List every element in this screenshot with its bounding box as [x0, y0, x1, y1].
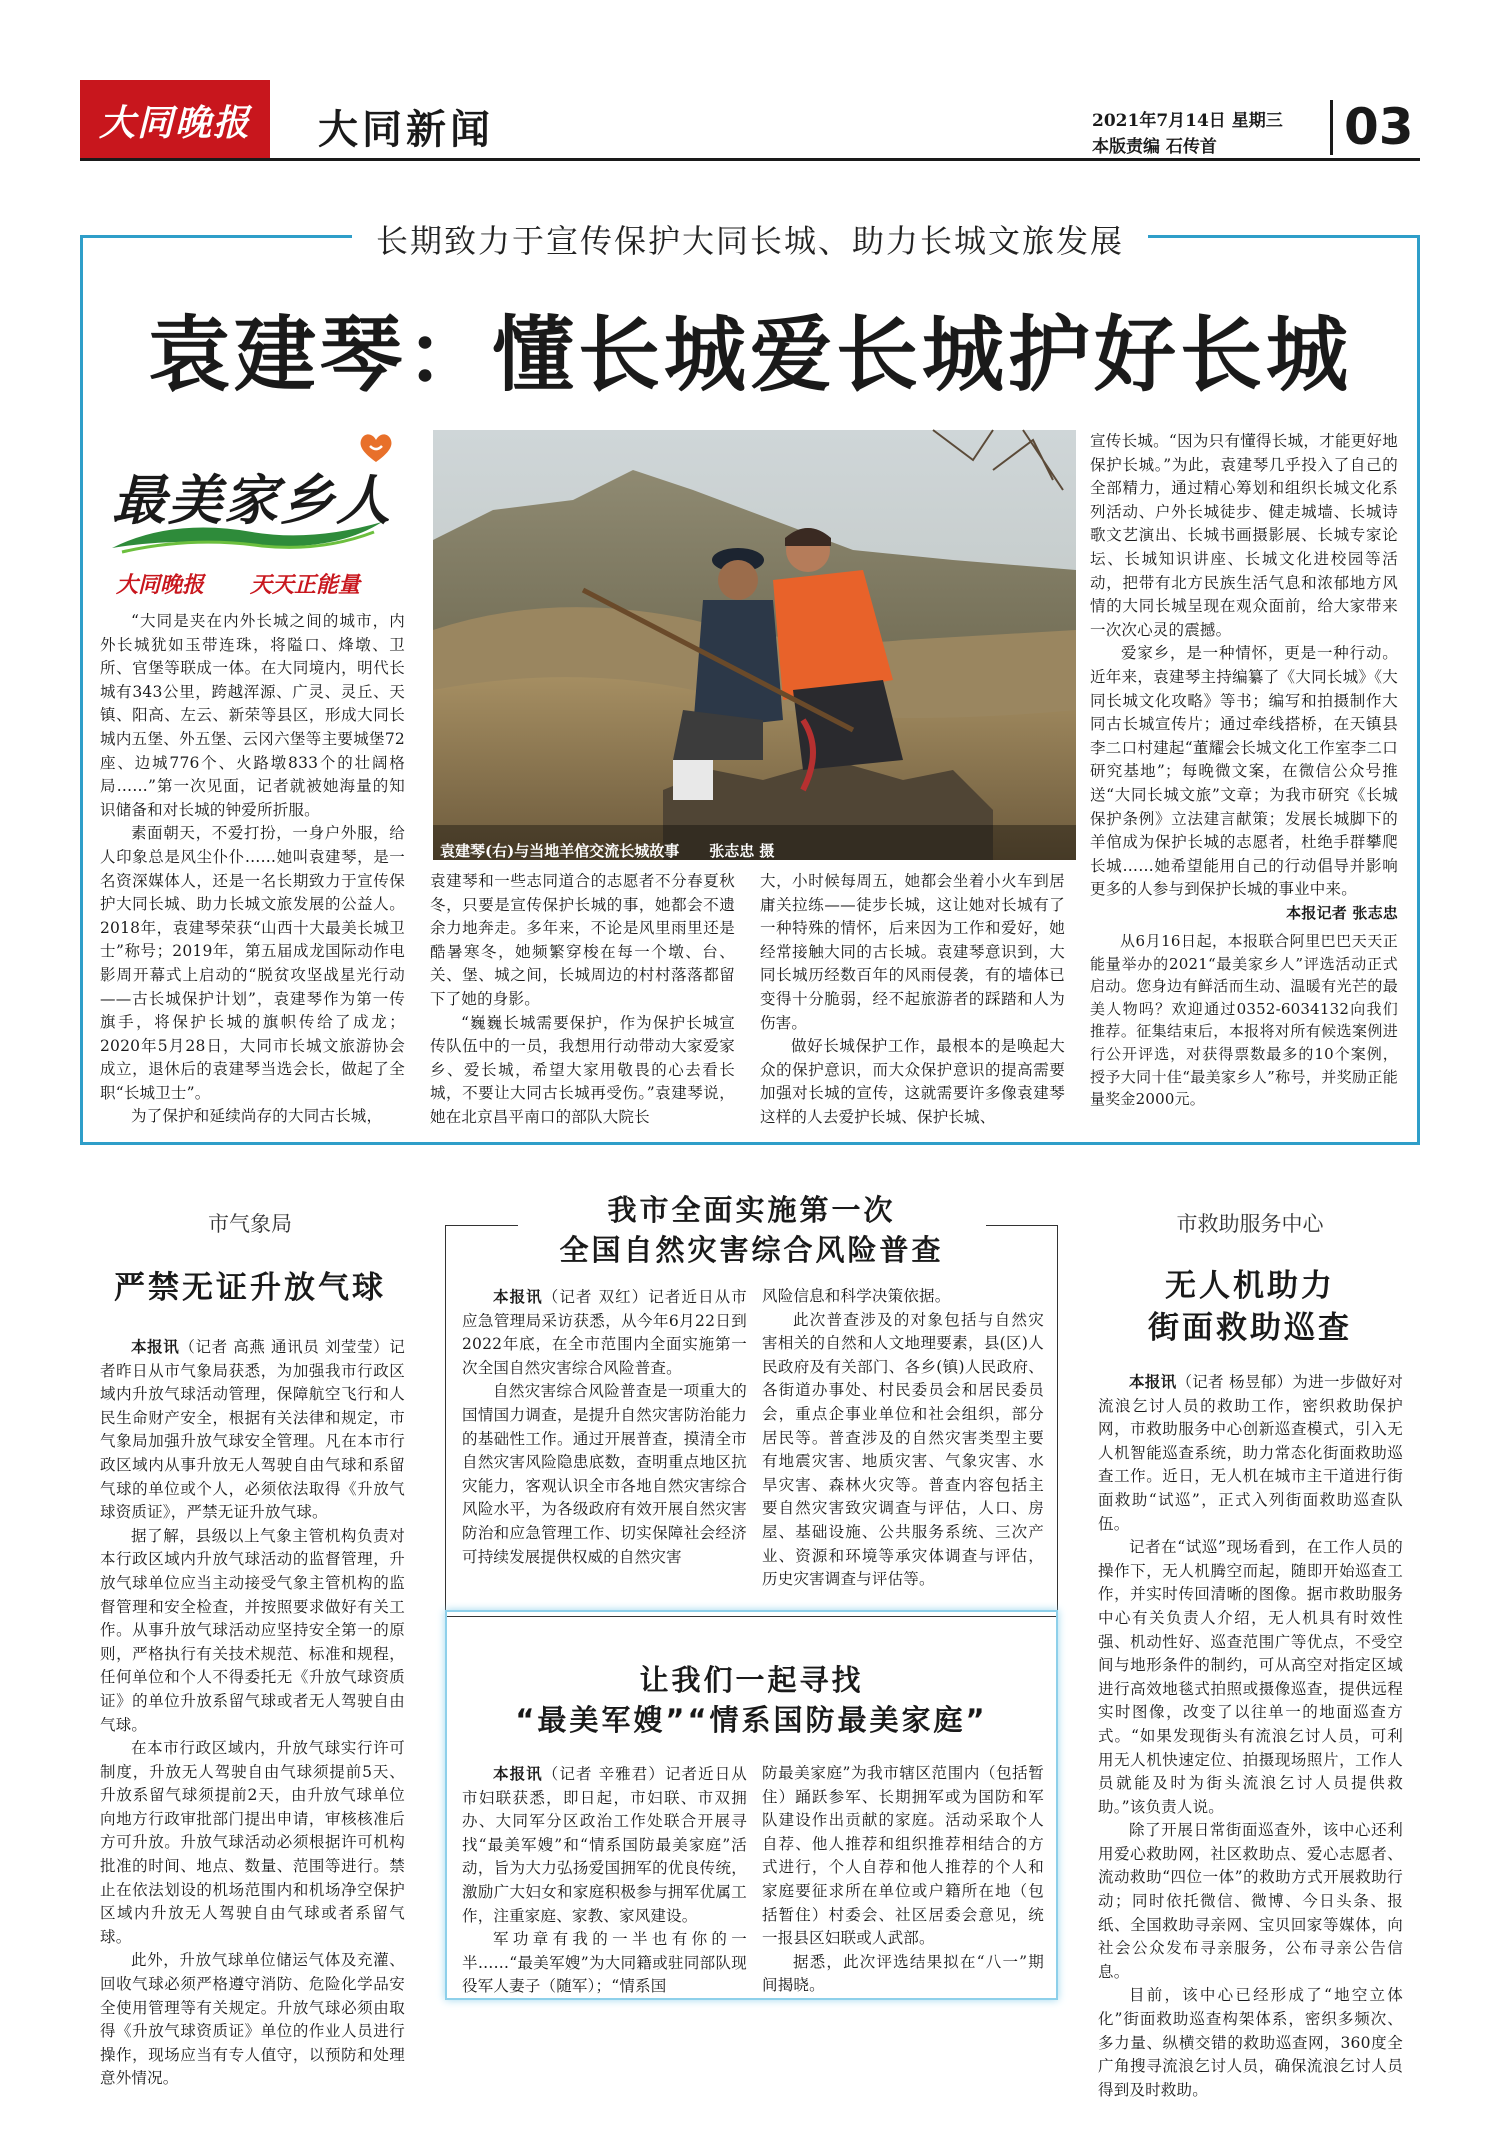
campaign-logo-title: 最美家乡人: [112, 468, 392, 532]
byline-note: （记者 辛雅君）: [542, 1765, 665, 1783]
disaster-headline-line1: 我市全面实施第一次: [607, 1193, 896, 1227]
campaign-sponsor-right: 天天正能量: [250, 572, 361, 598]
military-paragraph: 军功章有我的一半也有你的一半……“最美军嫂”为大同籍或驻同部队现役军人妻子（随军）；“情系国: [462, 1930, 747, 1996]
drone-paragraph: [1098, 1370, 1403, 1536]
military-headline-line2: “最美军嫂”“情系国防最美家庭”: [515, 1703, 988, 1737]
feature-paragraph: 宣传长城。“因为只有懂得长城，才能更好地保护长城。”为此，袁建琴几乎投入了自己的全部精力，通过精心筹划和组织长城文化系列活动、户外长城徒步、健走城墙、长城诗歌文艺演出、长城书画摄影展、长城专家论坛、长城知识讲座、长城文化进校园等活动，把带有北方民族生活气息和浓郁地方风情的大同长城呈现在观众面前，给大家带来一次次心灵的震撼。: [1090, 432, 1398, 639]
page-number: 03: [1344, 98, 1414, 156]
header-rule: [80, 158, 1420, 161]
campaign-note: [1090, 930, 1398, 1130]
military-paragraph: 据悉，此次评选结果拟在“八一”期间揭晓。: [762, 1952, 1044, 1995]
feature-paragraph: “大同是夹在内外长城之间的城市，内外长城犹如玉带连珠，将隘口、烽墩、卫所、官堡等联成一体。在大同境内，明代长城有343公里，跨越浑源、广灵、灵丘、天镇、阳高、左云、新荣等县区，形成大同长城内五堡、外五堡、云冈六堡等主要城堡72座、边城776个、火路墩833个的壮阔格局……”第一次见面，记者就被她海量的知识储备和对长城的钟爱所折服。: [100, 612, 405, 819]
header-divider: [1330, 100, 1333, 155]
byline: 本报讯: [493, 1764, 543, 1783]
disaster-paragraph: 自然灾害综合风险普查是一项重大的国情国力调查，是提升自然灾害防治能力的基础性工作。通过开展普查，摸清全市自然灾害风险隐患底数，查明重点地区抗灾能力，客观认识全市各地自然灾害综合风险水平，为各级政府有效开展自然灾害防治和应急管理工作、切实保障社会经济可持续发展提供权威的自然灾害: [462, 1382, 747, 1566]
military-headline: [445, 1660, 1058, 1740]
byline-note: （记者 杨昱郁）: [1176, 1373, 1293, 1391]
military-column-2: [762, 1762, 1044, 1995]
military-column-1: [462, 1762, 747, 1996]
drone-headline-line1: 无人机助力: [1165, 1268, 1335, 1304]
campaign-note-text: 从6月16日起，本报联合阿里巴巴天天正能量举办的2021“最美家乡人”评选活动正式启动。您身边有鲜活而生动、温暖有光芒的最美人物吗？欢迎通过0352-6034132向我们推荐。征集结束后，本报将对所有候选案例进行公开评选，对获得票数最多的10个案例，授予大同十佳“最美家乡人”称号，并奖励正能量奖金2000元。: [1090, 932, 1398, 1109]
drone-paragraph: 记者在“试巡”现场看到，在工作人员的操作下，无人机腾空而起，随即开始巡查工作，并实时传回清晰的图像。据市救助服务中心有关负责人介绍，无人机具有时效性强、机动性好、巡查范围广等优点，不受空间与地形条件的制约，可从高空对指定区域进行高效地毯式拍照或摄像巡查，提供远程实时图像，改变了以往单一的地面巡查方式。“如果发现街头有流浪乞讨人员，可利用无人机快速定位、拍摄现场照片，工作人员就能及时为街头流浪乞讨人员提供救助。”该负责人说。: [1098, 1538, 1403, 1816]
drone-section-label: 市救助服务中心: [1176, 1212, 1324, 1236]
weather-paragraph: 在本市行政区域内，升放气球实行许可制度，升放无人驾驶自由气球须提前5天、升放系留气球须提前2天，由升放气球单位向地方行政审批部门提出申请，审核核准后方可升放。升放气球活动必须根据许可机构批准的时间、地点、数量、范围等进行。禁止在依法划设的机场范围内和机场净空保护区域内升放无人驾驶自由气球或者系留气球。: [100, 1739, 405, 1946]
feature-paragraph: 大，小时候每周五，她都会坐着小火车到居庸关拉练——徒步长城，这让她对长城有了一种特殊的情怀，后来因为工作和爱好，她经常接触大同的古长城。袁建琴意识到，大同长城历经数百年的风雨侵袭，有的墙体已变得十分脆弱，经不起旅游者的踩踏和人为伤害。: [760, 872, 1065, 1032]
weather-paragraph: 此外，升放气球单位储运气体及充灌、回收气球必须严格遵守消防、危险化学品安全使用管理等有关规定。升放气球必须由取得《升放气球资质证》单位的作业人员进行操作，现场应当有专人值守，以预防和处理意外情况。: [100, 1951, 405, 2088]
weather-headline: 严禁无证升放气球: [114, 1270, 386, 1306]
byline: 本报讯: [131, 1337, 180, 1356]
weather-paragraph: [100, 1335, 405, 1525]
issue-date: 2021年7月14日 星期三: [1092, 111, 1283, 131]
weather-article: [100, 1335, 405, 2088]
feature-subtitle: [80, 216, 1420, 262]
photo-caption: 袁建琴(右)与当地羊倌交流长城故事 张志忠 摄: [440, 842, 775, 860]
disaster-paragraph-text: 记者近日从市应急管理局采访获悉，从今年6月22日到2022年底，在全市范围内全面实施第一次全国自然灾害综合风险普查。: [462, 1288, 747, 1377]
byline-note: （记者 高燕 通讯员 刘莹莹）: [179, 1338, 390, 1356]
disaster-paragraph: 此次普查涉及的对象包括与自然灾害相关的自然和人文地理要素，县(区)人民政府及有关部门、各乡(镇)人民政府、各街道办事处、村民委员会和居民委员会，重点企事业单位和社会组织，部分居民等。普查涉及的自然灾害类型主要有地震灾害、地质灾害、气象灾害、水旱灾害、森林火灾等。普查内容包括主要自然灾害致灾调查与评估，人口、房屋、基础设施、公共服务系统、三次产业、资源和环境等承灾体调查与评估，历史灾害调查与评估等。: [762, 1310, 1044, 1589]
feature-paragraph: “巍巍长城需要保护，作为保护长城宣传队伍中的一员，我想用行动带动大家爱家乡、爱长城，希望大家用敬畏的心去看长城，不要让大同古长城再受伤。”袁建琴说，她在北京昌平南口的部队大院长: [430, 1013, 735, 1126]
reporter-credit: 本报记者 张志忠: [1286, 903, 1398, 922]
heart-icon: [358, 432, 394, 464]
feature-column-1: [100, 610, 405, 1130]
disaster-column-1: [462, 1285, 747, 1605]
feature-paragraph: 袁建琴和一些志同道合的志愿者不分春夏秋冬，只要是宣传保护长城的事，她都会不遗余力地奔走。多年来，不论是风里雨里还是酷暑寒冬，她频繁穿梭在每一个墩、台、关、堡、城之间，长城周边的村村落落都留下了她的身影。: [430, 872, 735, 1008]
newspaper-logo: [80, 80, 270, 160]
disaster-headline: [445, 1190, 1058, 1270]
page-editor: 本版责编 石传首: [1092, 137, 1217, 157]
disaster-paragraph: [462, 1285, 747, 1380]
drone-paragraph: 除了开展日常街面巡查外，该中心还利用爱心救助网，社区救助点、爱心志愿者、流动救助“四位一体”的救助方式开展救助行动；同时依托微信、微博、今日头条、报纸、全国救助寻亲网、宝贝回家等媒体，向社会公众发布寻亲服务，公布寻亲公告信息。: [1098, 1821, 1403, 1981]
drone-paragraph-text: 为进一步做好对流浪乞讨人员的救助工作，密织救助保护网，市救助服务中心创新巡查模式，引入无人机智能巡查系统，助力常态化街面救助巡查工作。近日，无人机在城市主干道进行街面救助“试巡”，正式入列街面救助巡查队伍。: [1098, 1373, 1403, 1533]
campaign-swoosh-icon: [112, 518, 382, 558]
drone-article: [1098, 1370, 1403, 2099]
feature-column-2: [430, 870, 735, 1130]
section-title: 大同新闻: [318, 106, 494, 153]
feature-paragraph: 做好长城保护工作，最根本的是唤起大众的保护意识，而大众保护意识的提高需要加强对长城的宣传，这就需要许多像袁建琴这样的人去爱护长城、保护长城、: [760, 1037, 1065, 1126]
feature-column-3: [760, 870, 1065, 1130]
logo-text: 大同晚报: [98, 101, 251, 144]
disaster-headline-line2: 全国自然灾害综合风险普查: [559, 1233, 944, 1267]
military-paragraph-text: 记者近日从市妇联获悉，即日起，市妇联、市双拥办、大同军分区政治工作处联合开展寻找“最美军嫂”和“情系国防最美家庭”活动，旨为大力弘扬爱国拥军的优良传统，激励广大妇女和家庭积极参与拥军优属工作，注重家庭、家教、家风建设。: [462, 1765, 747, 1925]
weather-paragraph: 据了解，县级以上气象主管机构负责对本行政区域内升放气球活动的监督管理，升放气球单位应当主动接受气象主管机构的监督管理和安全检查，并按照要求做好有关工作。从事升放气球活动应坚持安全第一的原则，严格执行有关技术规范、标准和规程，任何单位和个人不得委托无《升放气球资质证》的单位升放系留气球或者无人驾驶自由气球。: [100, 1526, 405, 1734]
feature-headline: 袁建琴：懂长城爱长城护好长城: [147, 308, 1352, 403]
feature-paragraph: 爱家乡，是一种情怀，更是一种行动。近年来，袁建琴主持编纂了《大同长城》《大同长城文化攻略》等书；编写和拍摄制作大同古长城宣传片；通过牵线搭桥，在天镇县李二口村建起“董耀会长城文化工作室李二口研究基地”；每晚微文案，在微信公众号推送“大同长城文旅”文章；为我市研究《长城保护条例》立法建言献策；发展长城脚下的羊倌成为保护长城的志愿者，杜绝手群攀爬长城……她希望能用自己的行动倡导并影响更多的人参与到保护长城的事业中来。: [1090, 644, 1398, 899]
byline-note: （记者 双红）: [542, 1288, 649, 1306]
drone-headline: [1080, 1265, 1420, 1349]
drone-paragraph: 目前，该中心已经形成了“地空立体化”街面救助巡查构架体系，密织多频次、多力量、纵横交错的救助巡查网，360度全广角搜寻流浪乞讨人员，确保流浪乞讨人员得到及时救助。: [1098, 1986, 1403, 2099]
disaster-column-2: [762, 1285, 1044, 1605]
disaster-paragraph: 风险信息和科学决策依据。: [762, 1287, 951, 1305]
drone-headline-line2: 街面救助巡查: [1148, 1310, 1352, 1346]
mountain-scene-illustration: [433, 430, 1076, 860]
feature-paragraph: 为了保护和延续尚存的大同古长城，: [131, 1107, 383, 1126]
byline: 本报讯: [1129, 1372, 1177, 1391]
feature-paragraph: 素面朝天，不爱打扮，一身户外服，给人印象总是风尘仆仆……她叫袁建琴，是一名资深媒体人，还是一名长期致力于宣传保护大同长城、助力长城文旅发展的公益人。2018年，袁建琴荣获“山西十大最美长城卫士”称号；2019年，第五届成龙国际动作电影周开幕式上启动的“脱贫攻坚战星光行动——古长城保护计划”，袁建琴作为第一传旗手，将保护长城的旗帜传给了成龙；2020年5月28日，大同市长城文旅游协会成立，退休后的袁建琴当选会长，做起了全职“长城卫士”。: [100, 824, 405, 1102]
byline: 本报讯: [493, 1287, 543, 1306]
feature-subtitle-text: 长期致力于宣传保护大同长城、助力长城文旅发展: [352, 222, 1148, 260]
weather-section-label: 市气象局: [208, 1212, 292, 1236]
military-paragraph: 防最美家庭”为我市辖区范围内（包括暂住）踊跃参军、长期拥军或为国防和军队建设作出贡献的家庭。活动采取个人自荐、他人推荐和组织推荐相结合的方式进行，个人自荐和他人推荐的个人和家庭要征求所在单位或户籍所在地（包括暂住）村委会、社区居委会意见，统一报县区妇联或人武部。: [762, 1764, 1044, 1948]
feature-photo: [433, 430, 1076, 860]
military-headline-line1: 让我们一起寻找: [639, 1663, 864, 1697]
campaign-sponsor-left: 大同晚报: [116, 572, 205, 598]
weather-paragraph-text: 记者昨日从市气象局获悉，为加强我市行政区域内升放气球活动管理，保障航空飞行和人民生命财产安全，根据有关法律和规定，市气象局加强升放气球安全管理。凡在本市行政区域内从事升放无人驾驶自由气球和系留气球的单位或个人，必须依法取得《升放气球资质证》，严禁无证升放气球。: [100, 1338, 405, 1522]
feature-column-4: [1090, 430, 1398, 922]
military-paragraph: [462, 1762, 747, 1928]
